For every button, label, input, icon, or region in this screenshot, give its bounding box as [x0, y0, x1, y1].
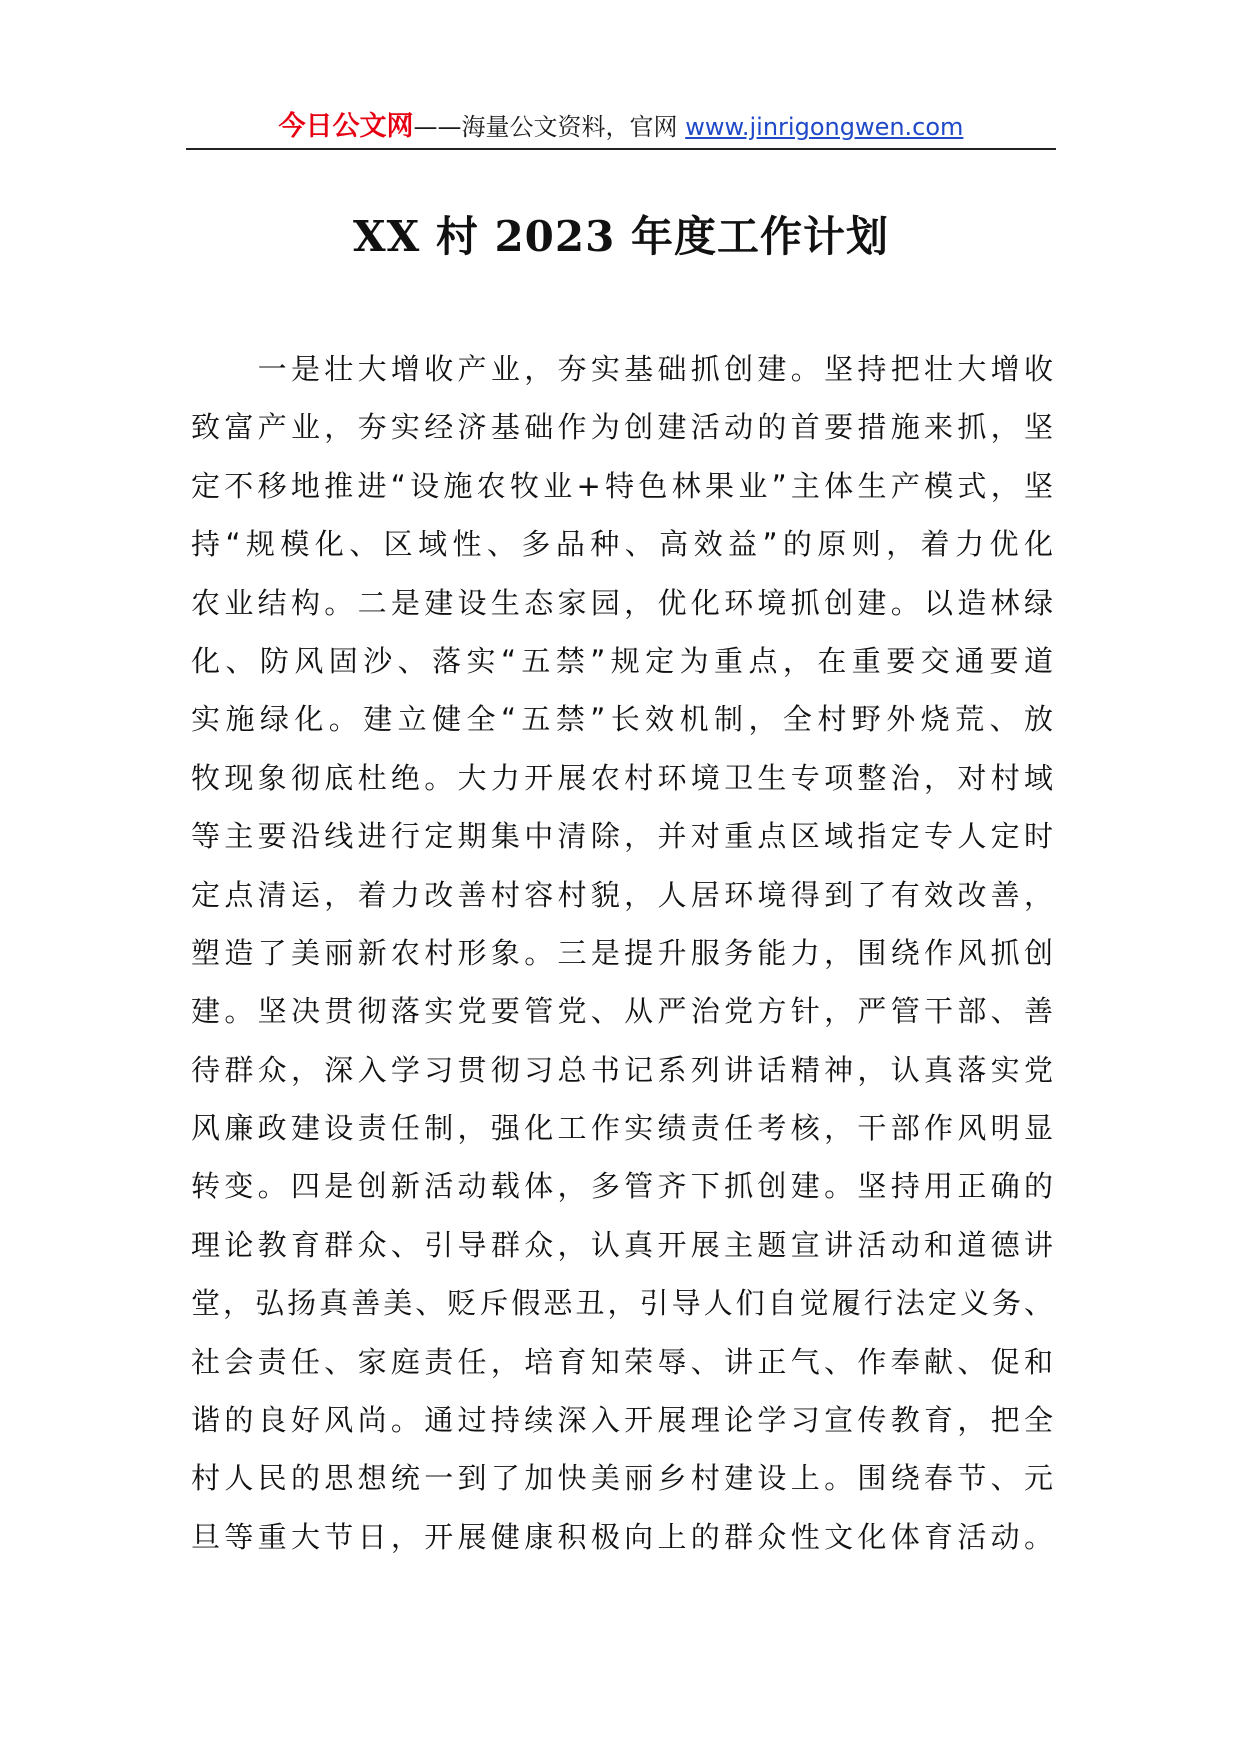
body-line: 转变。四是创新活动载体，多管齐下抓创建。坚持用正确的 [191, 1169, 1053, 1204]
body-line: 牧现象彻底杜绝。大力开展农村环境卫生专项整治，对村域 [191, 760, 1053, 795]
body-line: 旦等重大节日，开展健康积极向上的群众性文化体育活动。 [191, 1519, 1053, 1554]
body-line: 塑造了美丽新农村形象。三是提升服务能力，围绕作风抓创 [191, 935, 1053, 970]
body-line: 等主要沿线进行定期集中清除，并对重点区域指定专人定时 [191, 819, 1053, 854]
body-line: 待群众，深入学习贯彻习总书记系列讲话精神，认真落实党 [191, 1052, 1053, 1087]
document-title: XX 村 2023 年度工作计划 [353, 212, 889, 261]
document-body [191, 340, 1053, 1566]
body-line: 谐的良好风尚。通过持续深入开展理论学习宣传教育，把全 [191, 1403, 1053, 1438]
body-line: 农业结构。二是建设生态家园，优化环境抓创建。以造林绿 [191, 585, 1053, 620]
body-line: 定点清运，着力改善村容村貌，人居环境得到了有效改善， [191, 877, 1053, 912]
body-line: 实施绿化。建立健全“五禁”长效机制，全村野外烧荒、放 [191, 702, 1053, 737]
body-line: 理论教育群众、引导群众，认真开展主题宣讲活动和道德讲 [191, 1227, 1053, 1262]
body-line: 定不移地推进“设施农牧业+特色林果业”主体生产模式，坚 [191, 468, 1053, 503]
body-line: 村人民的思想统一到了加快美丽乡村建设上。围绕春节、元 [191, 1461, 1053, 1496]
header-divider [186, 148, 1056, 150]
body-line: 建。坚决贯彻落实党要管党、从严治党方针，严管干部、善 [191, 994, 1053, 1029]
body-line: 化、防风固沙、落实“五禁”规定为重点，在重要交通要道 [191, 643, 1053, 678]
site-url-link[interactable]: www.jinrigongwen.com [685, 113, 964, 141]
site-brand[interactable]: 今日公文网 [278, 111, 414, 142]
body-line: 持“规模化、区域性、多品种、高效益”的原则，着力优化 [191, 527, 1053, 562]
body-line: 致富产业，夯实经济基础作为创建活动的首要措施来抓，坚 [191, 410, 1053, 445]
body-line: 一是壮大增收产业，夯实基础抓创建。坚持把壮大增收 [191, 352, 1053, 386]
body-line: 社会责任、家庭责任，培育知荣辱、讲正气、作奉献、促和 [191, 1344, 1053, 1379]
site-slogan: ——海量公文资料，官网 [413, 113, 686, 141]
body-line: 堂，弘扬真善美、贬斥假恶丑，引导人们自觉履行法定义务、 [191, 1286, 1053, 1321]
body-line: 风廉政建设责任制，强化工作实绩责任考核，干部作风明显 [191, 1111, 1053, 1146]
site-header [186, 104, 1056, 150]
